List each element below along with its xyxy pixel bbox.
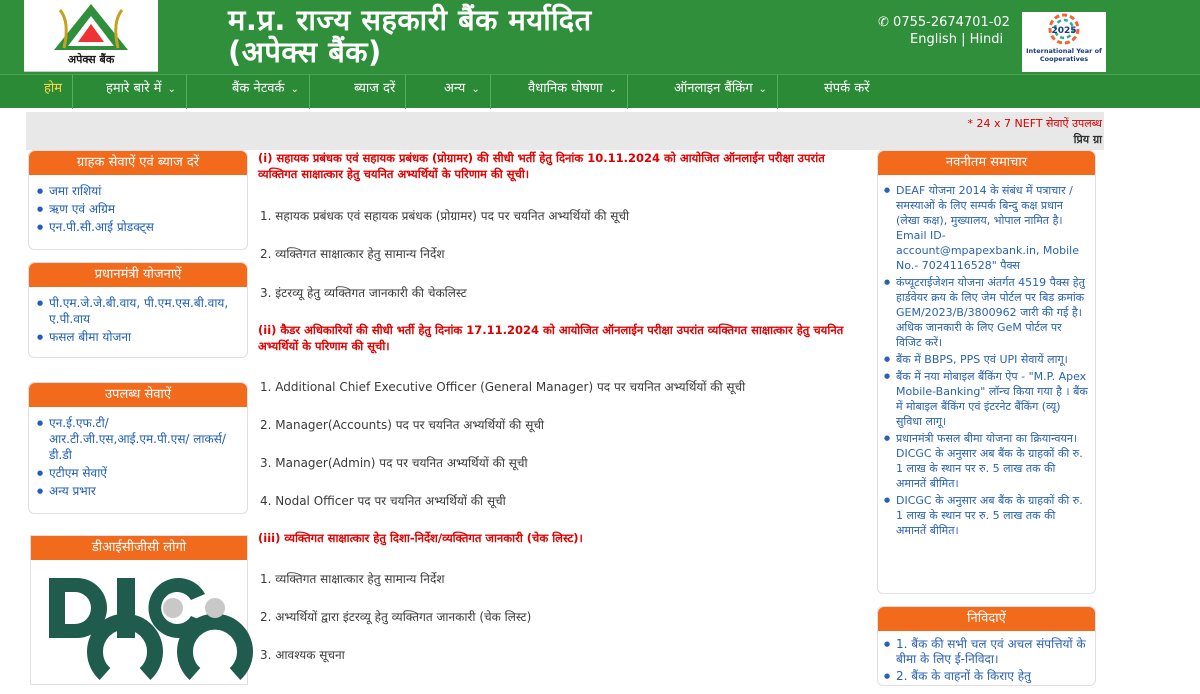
result-link[interactable]: 3. Manager(Admin) पद पर चयनित अभ्यर्थियों की सूची <box>260 456 528 470</box>
phone-number <box>878 15 1010 30</box>
result-link[interactable]: 2. व्यक्तिगत साक्षात्कार हेतु सामान्य निर्देश <box>260 247 445 261</box>
guideline-link[interactable]: 2. अभ्यर्थियों द्वारा इंटरव्यू हेतु व्यक्तिगत जानकारी (चेक लिस्ट) <box>260 610 532 624</box>
nav-contact[interactable]: संपर्क करें <box>824 81 870 96</box>
news-item[interactable]: ● DEAF योजना 2014 के संबंध में पत्राचार / समस्याओं के लिए सम्पर्क बिन्दु कक्ष प्रधान (लेखा कक्ष), मुख्यालय, भोपाल नामित है। Email ID- account@mpapexbank.in, Mobile No.- 7024116528" पैक्स <box>884 183 1089 273</box>
lang-english-link[interactable]: English <box>910 32 957 47</box>
result-link[interactable]: 2. Manager(Accounts) पद पर चयनित अभ्यर्थियों की सूची <box>260 418 545 432</box>
site-title <box>228 4 592 68</box>
chevron-down-icon: ⌄ <box>471 84 480 95</box>
box-title: प्रधानमंत्री योजनाऐं <box>29 263 247 287</box>
section-title-1[interactable]: (i) सहायक प्रबंधक एवं सहायक प्रबंधक (प्रोग्रामर) की सीधी भर्ती हेतु दिनांक 10.11.2024 को आयोजित ऑनलाईन परीक्षा उपरांत व्यक्तिगत साक्षात्कार हेतु चयनित अभ्यर्थियों के परिणाम की सूची। <box>258 151 825 181</box>
tender-item[interactable]: ● 1. बैंक की सभी चल एवं अचल संपत्तियों के बीमा के लिए ई-निविदा। <box>884 637 1089 667</box>
logo-text: अपेक्स बैंक <box>67 53 115 66</box>
title-line-2: (अपेक्स बैंक) <box>228 35 382 69</box>
result-link[interactable]: 1. Additional Chief Executive Officer (General Manager) पद पर चयनित अभ्यर्थियों की सूची <box>260 380 746 394</box>
section-title-3[interactable]: (iii) व्यक्तिगत साक्षात्कार हेतु दिशा-निर्देश/व्यक्तिगत जानकारी (चेक लिस्ट)। <box>258 531 583 545</box>
guideline-link[interactable]: 3. आवश्यक सूचना <box>260 648 345 662</box>
chevron-down-icon: ⌄ <box>167 84 176 95</box>
news-item[interactable]: ● बैंक में नया मोबाइल बैंकिंग ऐप - "M.P. Apex Mobile-Banking" लॉन्च किया गया है । बैंक में मोबाइल बैंकिंग एवं इंटरनेट बैंकिंग (व्यू) सुविधा लागू। <box>884 369 1089 429</box>
result-link[interactable]: 3. इंटरव्यू हेतु व्यक्तिगत जानकारी की चेकलिस्ट <box>260 286 467 300</box>
box-title: नवनीतम समाचार <box>878 151 1095 175</box>
nav-online-banking[interactable]: ऑनलाइन बैंकिंग ⌄ <box>664 75 778 109</box>
chevron-down-icon: ⌄ <box>758 84 767 95</box>
box-title: उपलब्ध सेवाऐं <box>29 383 247 407</box>
announcement-strip <box>26 112 1104 150</box>
language-switcher <box>910 32 1003 47</box>
tenders-box <box>877 606 1096 686</box>
news-item[interactable]: ● DICGC के अनुसार अब बैंक के ग्राहकों की रु. 1 लाख के स्थान पर रु. 5 लाख तक की अमानतें बीमित। <box>884 493 1089 538</box>
nav-home[interactable]: होम <box>34 75 73 109</box>
available-services-box <box>28 382 248 514</box>
phone-text: 0755-2674701-02 <box>893 15 1010 30</box>
news-item[interactable]: ● बैंक में BBPS, PPS एवं UPI सेवायें लागू। <box>884 352 1089 367</box>
customer-services-box <box>28 150 248 250</box>
nav-about[interactable]: हमारे बारे में ⌄ <box>96 75 187 109</box>
iyc-logo <box>1022 12 1106 72</box>
nav-interest[interactable]: ब्याज दरें <box>344 75 406 109</box>
list-item[interactable]: ● ऋण एवं अग्रिम <box>37 201 239 217</box>
result-link[interactable]: 4. Nodal Officer पद पर चयनित अभ्यर्थियों की सूची <box>260 494 506 508</box>
marquee-text-2: प्रिय ग्रा <box>1073 133 1102 146</box>
section-title-2[interactable]: (ii) कैडर अधिकारियों की सीधी भर्ती हेतु दिनांक 17.11.2024 को आयोजित ऑनलाईन परीक्षा उपरांत व्यक्तिगत साक्षात्कार हेतु चयनित अभ्यर्थियों के परिणाम की सूची। <box>258 323 844 353</box>
latest-news-box <box>877 150 1096 594</box>
box-title: डीआईसीजीसी लोगो <box>31 536 247 560</box>
list-item[interactable]: ● एन.पी.सी.आई प्रोडक्ट्स <box>37 219 239 235</box>
dicgc-logo-box <box>30 535 248 685</box>
tender-item[interactable]: ● 2. बैंक के वाहनों के किराए हेतु <box>884 669 1089 684</box>
bank-logo[interactable] <box>24 0 158 72</box>
box-title: ग्राहक सेवाऐं एवं ब्याज दरें <box>29 151 247 175</box>
lang-separator: | <box>961 32 966 47</box>
news-item[interactable]: ● प्रधानमंत्री फसल बीमा योजना का क्रियान्वयन। DICGC के अनुसार अब बैंक के ग्राहकों की रु. 1 लाख के स्थान पर रु. 5 लाख तक की अमानतें बीमित। <box>884 431 1089 491</box>
nav-other[interactable]: अन्य ⌄ <box>434 75 491 109</box>
iyc-emblem-icon <box>1022 12 1106 46</box>
iyc-year: 2025 <box>1051 26 1077 36</box>
dicgc-logo <box>45 574 245 694</box>
bank-emblem-icon <box>50 2 132 54</box>
nav-statutory[interactable]: वैधानिक घोषणा ⌄ <box>518 75 628 109</box>
iyc-text: International Year of Cooperatives <box>1026 47 1102 63</box>
list-item[interactable]: ● एन.ई.एफ.टी/ आर.टी.जी.एस,आई.एम.पी.एस/ लाकर्स/डी.डी <box>37 415 239 463</box>
dicgc-logo-text: DICGC <box>45 574 49 575</box>
chevron-down-icon: ⌄ <box>608 84 618 95</box>
result-link[interactable]: 1. सहायक प्रबंधक एवं सहायक प्रबंधक (प्रोग्रामर) पद पर चयनित अभ्यर्थियों की सूची <box>260 209 630 223</box>
site-header <box>0 0 1200 74</box>
main-nav <box>0 74 1200 108</box>
pm-schemes-box <box>28 262 248 358</box>
lang-hindi-link[interactable]: Hindi <box>969 32 1004 47</box>
guideline-link[interactable]: 1. व्यक्तिगत साक्षात्कार हेतु सामान्य निर्देश <box>260 572 445 586</box>
phone-icon: ✆ <box>878 15 889 30</box>
title-line-1: म.प्र. राज्य सहकारी बैंक मर्यादित <box>228 3 592 37</box>
list-item[interactable]: ● फसल बीमा योजना <box>37 329 239 345</box>
list-item[interactable]: ● पी.एम.जे.जे.बी.वाय, पी.एम.एस.बी.वाय, ए.पी.वाय <box>37 295 239 327</box>
box-title: निविदाऐं <box>878 607 1095 631</box>
list-item[interactable]: ● अन्य प्रभार <box>37 483 239 499</box>
marquee-text: * 24 x 7 NEFT सेवाऐं उपलब्ध <box>967 117 1102 130</box>
news-item[interactable]: ● कंप्यूटराईजेशन योजना अंतर्गत 4519 पैक्स हेतु हार्डवेयर क्रय के लिए जेम पोर्टल पर बिड क्रमांक GEM/2023/B/3800962 जारी की गई है। अधिक जानकारी के लिए GeM पोर्टल पर विजिट करें। <box>884 275 1089 350</box>
list-item[interactable]: ● जमा राशियां <box>37 183 239 199</box>
list-item[interactable]: ● एटीएम सेवाऐं <box>37 465 239 481</box>
nav-network[interactable]: बैंक नेटवर्क ⌄ <box>222 75 310 109</box>
chevron-down-icon: ⌄ <box>290 84 299 95</box>
